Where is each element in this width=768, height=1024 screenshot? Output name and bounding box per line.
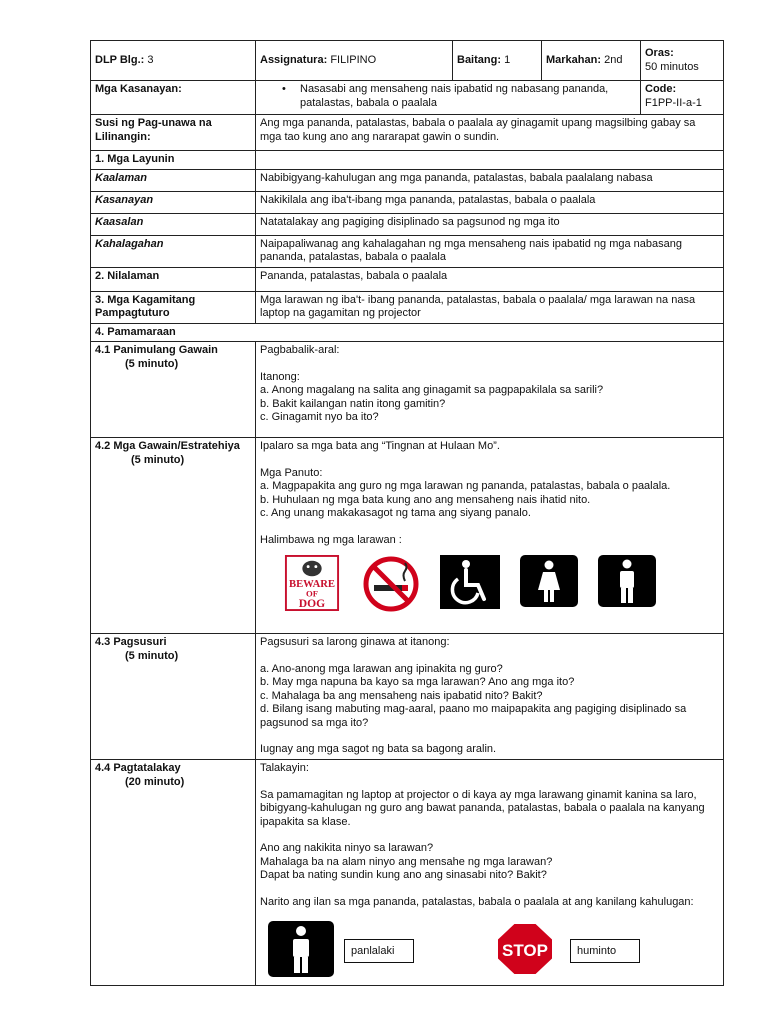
kagamitan-text: Mga larawan ng iba't- ibang pananda, patalastas, babala o paalala/ mga larawan na nasa laptop na gagamitan ng projector: [256, 291, 724, 323]
s43-intro: Pagsusuri sa larong ginawa at itanong:: [260, 636, 450, 648]
kaalaman-row: [91, 169, 724, 191]
s44-content: [256, 760, 724, 986]
male-restroom-icon: [268, 921, 334, 982]
header-row: [91, 41, 724, 81]
kaalaman-text: Nabibigyang-kahulugan ang mga pananda, patalastas, babala paalalang nabasa: [256, 169, 724, 191]
s43-c: c. Mahalaga ba ang mensaheng nais ipabatid nito? Bakit?: [260, 689, 543, 702]
bullet-dot: •: [282, 83, 286, 95]
s41-content: [256, 342, 724, 438]
code-cell: [641, 81, 724, 115]
s43-a: a. Ano-anong mga larawan ang ipinakita ng guro?: [260, 662, 503, 675]
of-text: OF: [305, 588, 319, 599]
s42-label: 4.2 Mga Gawain/Estratehiya: [95, 440, 240, 452]
baitang-cell: [453, 41, 542, 81]
s41-b: b. Bakit kailangan natin itong gamitin?: [260, 397, 446, 410]
kaalaman-label: Kaalaman: [91, 169, 256, 191]
s42-halimbawa: Halimbawa ng mga larawan :: [260, 533, 402, 546]
s44-q1: Ano ang nakikita ninyo sa larawan?: [260, 842, 434, 854]
s42-panuto: Mga Panuto:: [260, 466, 323, 479]
s41-itanong: Itanong:: [260, 370, 300, 383]
pamamaraan-label: 4. Pamamaraan: [91, 323, 724, 342]
assignatura-label: Assignatura:: [260, 53, 328, 66]
beware-text: BEWARE: [289, 578, 335, 590]
s42-time: (5 minuto): [131, 453, 185, 466]
s43-time: (5 minuto): [125, 649, 179, 662]
s43-content: [256, 634, 724, 760]
kahalagahan-text: Naipapaliwanag ang kahalagahan ng mga mensaheng nais ipabatid ng mga nabasang pananda, patalastas, babala o paalala: [256, 235, 724, 267]
kasanayan-label: Mga Kasanayan:: [91, 81, 256, 115]
s41-intro: Pagbabalik-aral:: [260, 344, 340, 356]
susi-label: Susi ng Pag-unawa na Lilinangin:: [91, 115, 256, 151]
s43-iugnay: Iugnay ang mga sagot ng bata sa bagong aralin.: [260, 743, 497, 755]
kasanayan-text-line1: Nasasabi ang mensaheng nais ipabatid ng nabasang pananda,: [300, 83, 609, 95]
s44-label: 4.4 Pagtatalakay: [95, 762, 181, 774]
wheelchair-icon: [440, 555, 500, 614]
layunin-label: 1. Mga Layunin: [91, 151, 256, 170]
nilalaman-text: Pananda, patalastas, babala o paalala: [256, 267, 724, 291]
lesson-plan-table: [90, 40, 724, 986]
kagamitan-row: [91, 291, 724, 323]
baitang-value: 1: [504, 53, 511, 66]
female-restroom-icon: [520, 555, 578, 612]
s42-b: b. Huhulaan ng mga bata kung ano ang mensaheng nais ihatid nito.: [260, 493, 591, 506]
kasanayan-text-cell: [256, 81, 641, 115]
s44-q2: Mahalaga ba na alam ninyo ang mensahe ng mga larawan?: [260, 855, 553, 868]
s44-intro: Talakayin:: [260, 762, 309, 774]
kahalagahan-label: Kahalagahan: [91, 235, 256, 267]
stop-sign-icon: [496, 922, 554, 981]
kasanayan-obj-label: Kasanayan: [91, 191, 256, 213]
s44-narito: Narito ang ilan sa mga pananda, patalastas, babala o paalala at ang kanilang kahulugan:: [260, 895, 694, 908]
s43-d1: d. Bilang isang mabuting mag-aaral, paano mo maipapakita ang pagiging disiplinado sa: [260, 703, 687, 715]
layunin-empty: [256, 151, 724, 170]
code-value: F1PP-II-a-1: [645, 96, 702, 109]
s44-p1: Sa pamamagitan ng laptop at projector o di kaya ay mga larawang ginamit kanina sa laro, bibigyang-kahulugan ng guro ang bawat pananda, patalastas, babala o paalala na kanyang ipapakita sa klase.: [260, 788, 705, 828]
code-label: Code:: [645, 83, 677, 95]
s42-content: [256, 438, 724, 634]
baitang-label: Baitang:: [457, 53, 501, 66]
dlp-value: 3: [147, 53, 154, 66]
s43-d2: pagsunod sa mga ito?: [260, 716, 369, 729]
oras-label: Oras:: [645, 47, 674, 59]
s42-a: a. Magpapakita ang guro ng mga larawan ng pananda, patalastas, babala o paalala.: [260, 480, 671, 492]
male-restroom-icon: [598, 555, 656, 612]
s41-label: 4.1 Panimulang Gawain: [95, 344, 218, 356]
s43-label: 4.3 Pagsusuri: [95, 636, 167, 648]
lesson-plan-page: [90, 40, 723, 986]
s41-a: a. Anong magalang na salita ang ginagamit sa pagpapakilala sa sarili?: [260, 384, 604, 396]
s44-time: (20 minuto): [125, 775, 185, 788]
assignatura-cell: [256, 41, 453, 81]
label-huminto: huminto: [570, 939, 640, 963]
meaning-examples: [260, 919, 719, 983]
s44-row: [91, 760, 724, 986]
dog-text: DOG: [298, 597, 326, 611]
kasanayan-obj-row: [91, 191, 724, 213]
s44-q3: Dapat ba nating sundin kung ano ang sinasabi nito? Bakit?: [260, 869, 547, 881]
s43-b: b. May mga napuna ba kayo sa mga larawan? Ano ang mga ito?: [260, 676, 575, 688]
s42-label-cell: [91, 438, 256, 634]
no-smoking-icon: [362, 555, 420, 618]
oras-cell: [641, 41, 724, 81]
s42-row: [91, 438, 724, 634]
label-panlalaki: panlalaki: [344, 939, 414, 963]
assignatura-value: FILIPINO: [330, 53, 377, 66]
kaasalan-text: Natatalakay ang pagiging disiplinado sa pagsunod ng mga ito: [256, 213, 724, 235]
s41-c: c. Ginagamit nyo ba ito?: [260, 411, 379, 423]
beware-of-dog-sign: [282, 555, 342, 616]
s42-c: c. Ang unang makakasagot ng tama ang siyang panalo.: [260, 507, 531, 519]
kahalagahan-row: [91, 235, 724, 267]
dlp-cell: [91, 41, 256, 81]
s44-label-cell: [91, 760, 256, 986]
nilalaman-label: 2. Nilalaman: [91, 267, 256, 291]
susi-row: [91, 115, 724, 151]
oras-value: 50 minutos: [645, 60, 699, 73]
kasanayan-obj-text: Nakikilala ang iba't-ibang mga pananda, patalastas, babala o paalala: [256, 191, 724, 213]
s43-label-cell: [91, 634, 256, 760]
s43-row: [91, 634, 724, 760]
s41-label-cell: [91, 342, 256, 438]
markahan-label: Markahan:: [546, 53, 602, 66]
markahan-value: 2nd: [604, 53, 623, 66]
susi-text: Ang mga pananda, patalastas, babala o paalala ay ginagamit upang magsilbing gabay sa mga tao kung ano ang nararapat gawin o sundin.: [256, 115, 724, 151]
kasanayan-text-line2: patalastas, babala o paalala: [300, 96, 437, 109]
kasanayan-row: [91, 81, 724, 115]
s42-intro: Ipalaro sa mga bata ang “Tingnan at Hulaan Mo”.: [260, 440, 500, 452]
kaasalan-row: [91, 213, 724, 235]
nilalaman-row: [91, 267, 724, 291]
kaasalan-label: Kaasalan: [91, 213, 256, 235]
dlp-label: DLP Blg.:: [95, 53, 145, 66]
kagamitan-label: 3. Mga Kagamitang Pampagtuturo: [91, 291, 256, 323]
s41-time: (5 minuto): [125, 357, 179, 370]
s41-row: [91, 342, 724, 438]
pamamaraan-row: [91, 323, 724, 342]
example-images: [260, 555, 719, 619]
layunin-row: [91, 151, 724, 170]
markahan-cell: [542, 41, 641, 81]
stop-text: STOP: [502, 940, 548, 960]
